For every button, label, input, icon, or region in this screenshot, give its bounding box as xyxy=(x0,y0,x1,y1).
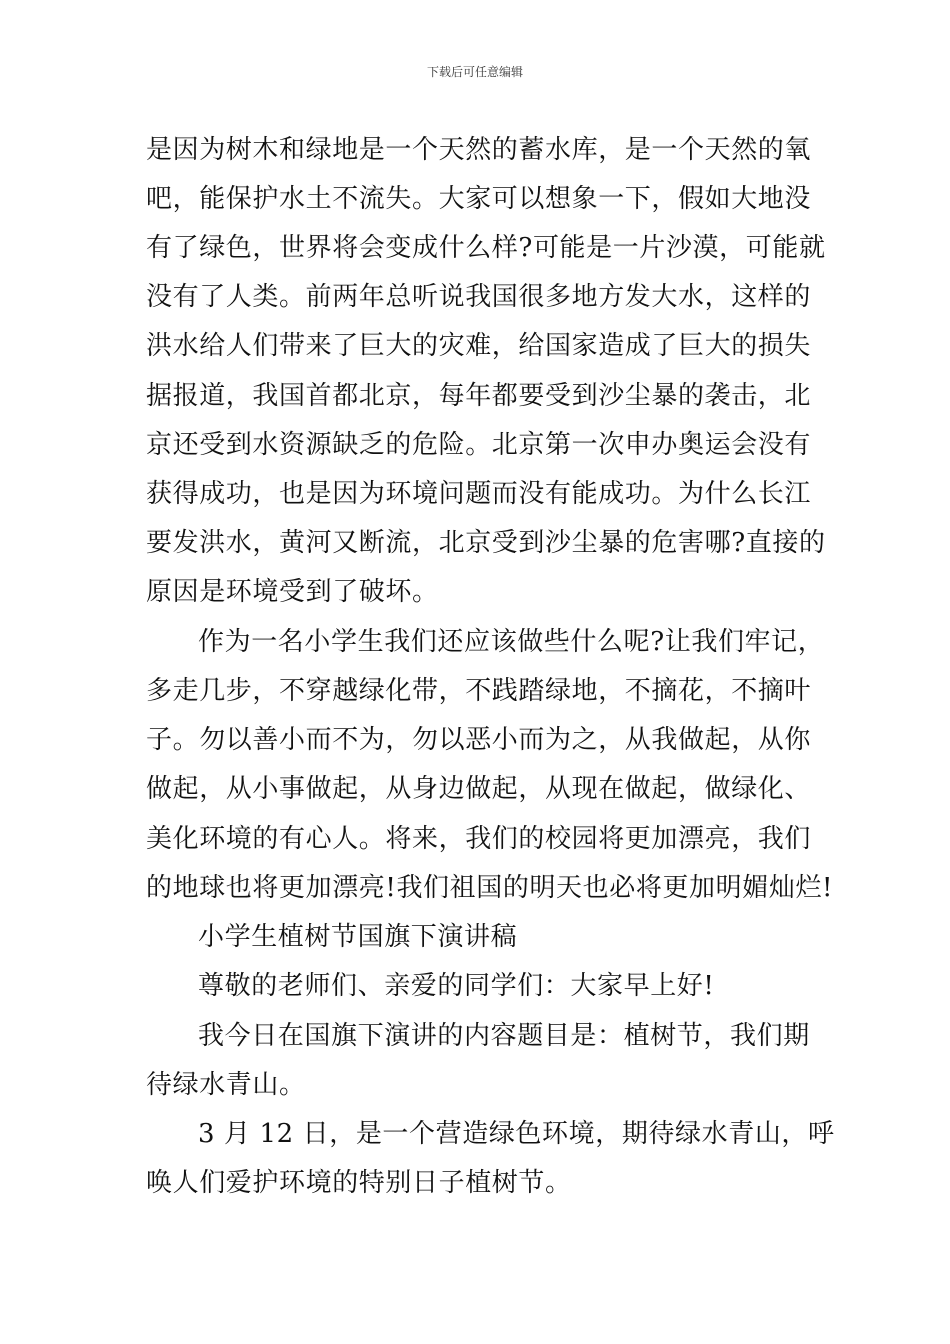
text-line: 洪水给人们带来了巨大的灾难，给国家造成了巨大的损失 xyxy=(146,331,812,361)
section-title: 小学生植树节国旗下演讲稿 xyxy=(198,922,518,952)
text-line: 唤人们爱护环境的特别日子植树节。 xyxy=(146,1168,572,1198)
text-line: 要发洪水，黄河又断流，北京受到沙尘暴的危害哪?直接的 xyxy=(146,528,826,558)
text-line-indented: 3 月 12 日，是一个营造绿色环境，期待绿水青山，呼 xyxy=(198,1119,835,1149)
text-line: 子。勿以善小而不为，勿以恶小而为之，从我做起，从你 xyxy=(146,725,812,755)
text-line: 的地球也将更加漂亮!我们祖国的明天也必将更加明媚灿烂! xyxy=(146,873,834,903)
text-line: 做起，从小事做起，从身边做起，从现在做起，做绿化、 xyxy=(146,774,812,804)
text-line: 有了绿色，世界将会变成什么样?可能是一片沙漠，可能就 xyxy=(146,233,826,263)
text-line: 原因是环境受到了破坏。 xyxy=(146,577,439,607)
text-line: 待绿水青山。 xyxy=(146,1070,306,1100)
text-line: 是因为树木和绿地是一个天然的蓄水库，是一个天然的氧 xyxy=(146,135,812,165)
text-line-indented: 我今日在国旗下演讲的内容题目是：植树节，我们期 xyxy=(198,1021,810,1051)
text-line: 获得成功，也是因为环境问题而没有能成功。为什么长江 xyxy=(146,479,812,509)
text-line: 吧，能保护水土不流失。大家可以想象一下，假如大地没 xyxy=(146,184,812,214)
text-line: 多走几步，不穿越绿化带，不践踏绿地，不摘花，不摘叶 xyxy=(146,676,812,706)
page-header: 下载后可任意编辑 xyxy=(426,65,523,79)
text-line: 没有了人类。前两年总听说我国很多地方发大水，这样的 xyxy=(146,282,812,312)
text-line: 美化环境的有心人。将来，我们的校园将更加漂亮，我们 xyxy=(146,824,812,854)
text-line: 京还受到水资源缺乏的危险。北京第一次申办奥运会没有 xyxy=(146,430,812,460)
text-line: 据报道，我国首都北京，每年都要受到沙尘暴的袭击，北 xyxy=(146,381,812,411)
text-line-indented: 作为一名小学生我们还应该做些什么呢?让我们牢记， xyxy=(198,627,825,657)
greeting-line: 尊敬的老师们、亲爱的同学们：大家早上好! xyxy=(198,971,715,1001)
